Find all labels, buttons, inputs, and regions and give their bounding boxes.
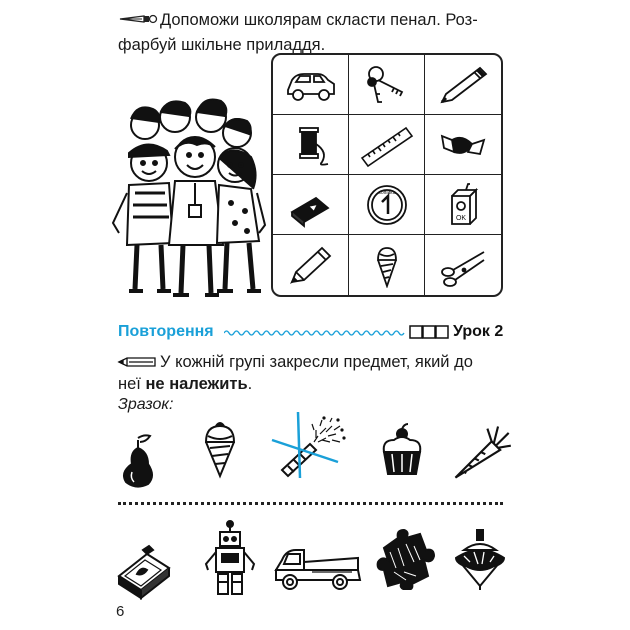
grid-cell-ice-cream[interactable] xyxy=(349,235,425,295)
ice-cream-icon xyxy=(358,242,416,288)
cupcake-icon xyxy=(372,420,432,482)
thread-spool-icon xyxy=(282,122,340,168)
scissors-icon xyxy=(434,242,492,288)
grid-cell-car[interactable] xyxy=(273,55,349,115)
row2-truck[interactable] xyxy=(272,544,364,599)
task2-bold-text: не належить xyxy=(145,375,248,393)
pen-icon xyxy=(434,62,492,108)
candy-icon xyxy=(434,122,492,168)
cross-mark xyxy=(272,412,338,478)
ruler-icon xyxy=(358,122,416,168)
sample-label: Зразок: xyxy=(118,396,174,413)
pencil-icon xyxy=(282,242,340,288)
grid-cell-sharpener[interactable] xyxy=(273,175,349,235)
grid-cell-juice-box[interactable] xyxy=(425,175,501,235)
task1-brush-icon xyxy=(118,12,158,31)
sparkler-icon xyxy=(270,408,350,480)
row2-matchbox[interactable] xyxy=(113,540,173,607)
children-illustration xyxy=(107,93,267,303)
row1-cupcake[interactable] xyxy=(372,420,432,487)
task1-line1: Допоможи школярам скласти пенал. Роз- xyxy=(160,11,478,29)
grid-cell-pen[interactable] xyxy=(425,55,501,115)
task1-line2: фарбуй шкільне приладдя. xyxy=(118,36,326,54)
row2-puzzle-piece[interactable] xyxy=(376,528,436,595)
row1-sparkler-crossed[interactable] xyxy=(270,408,350,485)
row1-ice-cream[interactable] xyxy=(190,418,250,485)
lesson-label: Урок 2 xyxy=(453,323,504,340)
spinning-top-icon xyxy=(450,528,510,590)
grid-cell-scissors[interactable] xyxy=(425,235,501,295)
truck-icon xyxy=(272,544,364,594)
grid-cell-candy[interactable] xyxy=(425,115,501,175)
puzzle-piece-icon xyxy=(376,528,436,590)
section-wavy-line xyxy=(224,326,406,344)
page-number: 6 xyxy=(116,603,125,620)
coin-icon xyxy=(358,182,416,228)
row2-robot[interactable] xyxy=(200,520,260,605)
task2-line2 xyxy=(118,372,252,397)
ice-cream-icon xyxy=(190,418,250,480)
sharpener-icon xyxy=(282,182,340,228)
objects-grid xyxy=(271,53,503,297)
pear-icon xyxy=(110,428,170,490)
car-icon xyxy=(282,62,340,108)
grid-cell-coin[interactable] xyxy=(349,175,425,235)
juice-box-icon xyxy=(434,182,492,228)
robot-icon xyxy=(200,520,260,600)
grid-cell-thread-spool[interactable] xyxy=(273,115,349,175)
row1-carrot[interactable] xyxy=(448,418,514,489)
grid-cell-keys[interactable] xyxy=(349,55,425,115)
coin-label: копійка xyxy=(378,189,395,196)
matchbox-icon xyxy=(113,540,173,602)
task2-line2-start: неї xyxy=(118,375,146,393)
grid-cell-pencil[interactable] xyxy=(273,235,349,295)
task2-line1: У кожній групі закресли предмет, який до xyxy=(160,353,473,371)
row2-spinning-top[interactable] xyxy=(450,528,510,595)
svg-text:OK: OK xyxy=(455,214,467,222)
dotted-separator xyxy=(118,502,503,505)
grid-cell-ruler[interactable] xyxy=(349,115,425,175)
section-title: Повторення xyxy=(118,323,214,340)
lesson-squares-icon xyxy=(409,324,449,345)
keys-icon xyxy=(358,62,416,108)
carrot-icon xyxy=(448,418,514,484)
task2-line2-end: . xyxy=(247,375,253,393)
row1-pear[interactable] xyxy=(110,428,170,495)
